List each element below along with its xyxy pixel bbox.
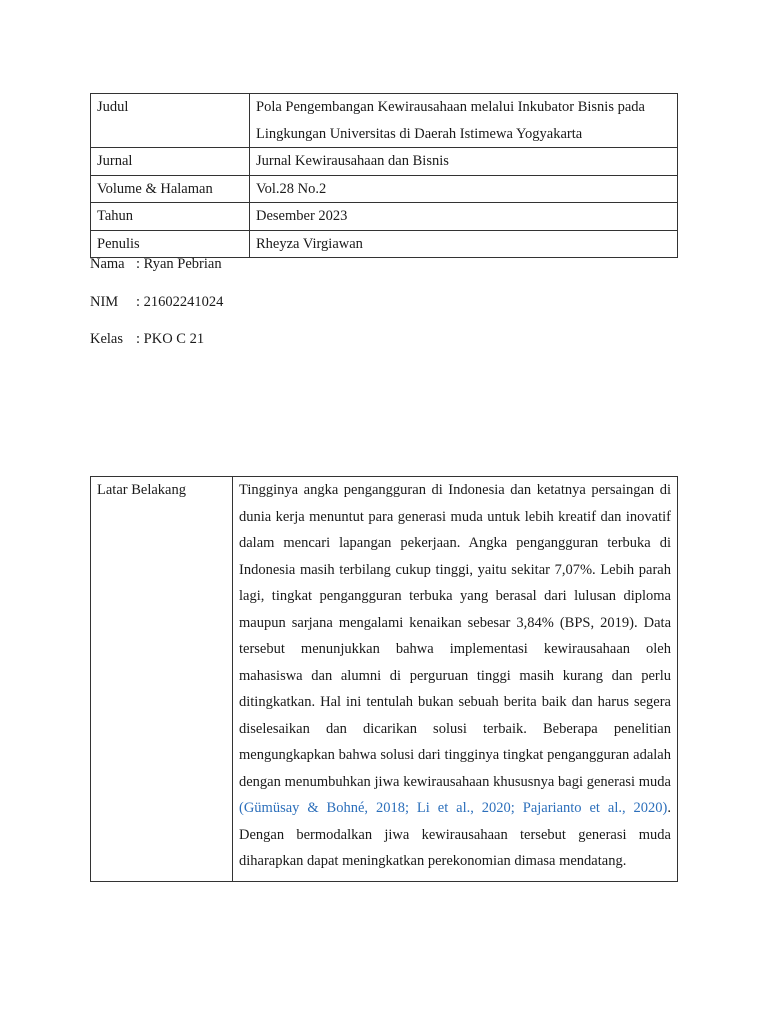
citation-link[interactable]: (Gümüsay & Bohné, 2018; Li et al., 2020; Pajarianto et al., 2020) bbox=[239, 800, 668, 816]
row-value-title: Pola Pengembangan Kewirausahaan melalui Inkubator Bisnis pada Lingkungan Universitas di Daerah Istimewa Yogyakarta bbox=[250, 94, 678, 148]
nim-value: : 21602241024 bbox=[136, 293, 224, 310]
table-row bbox=[91, 148, 678, 176]
nim-label: NIM bbox=[90, 293, 119, 310]
background-text-after: . Dengan bermodalkan jiwa kewirausahaan tersebut generasi muda diharapkan dapat meningkatkan perekonomian dimasa mendatang. bbox=[239, 800, 671, 869]
background-text bbox=[233, 477, 678, 882]
table-row bbox=[91, 477, 678, 882]
name-label: Nama bbox=[90, 256, 125, 272]
row-label-author: Penulis bbox=[91, 230, 250, 258]
row-label-journal: Jurnal bbox=[91, 148, 250, 176]
table-row bbox=[91, 94, 678, 148]
class-value: : PKO C 21 bbox=[136, 331, 205, 347]
student-identity bbox=[90, 252, 223, 365]
row-value-volume: Vol.28 No.2 bbox=[250, 175, 678, 203]
background-table bbox=[90, 476, 678, 882]
row-label-year: Tahun bbox=[91, 203, 250, 231]
row-value-year: Desember 2023 bbox=[250, 203, 678, 231]
student-nim-row bbox=[90, 290, 223, 328]
class-label: Kelas bbox=[90, 331, 124, 347]
name-value: : Ryan Pebrian bbox=[136, 256, 222, 272]
background-text-before: Tingginya angka pengangguran di Indonesia dan ketatnya persaingan di dunia kerja menuntut para generasi muda untuk lebih kreatif dan inovatif dalam mencari lapangan pekerjaan. Angka pengangguran terbuka di Indonesia masih terbilang cukup tinggi, yaitu sekitar 7,07%. Lebih parah lagi, tingkat pengangguran terbuka yang berasal dari lulusan diploma maupun sarjana mengalami kenaikan sebesar 3,84% (BPS, 2019). Data tersebut menunjukkan bahwa implementasi kewirausahaan oleh mahasiswa dan alumni di perguruan tinggi masih kurang dan perlu ditingkatkan. Hal ini tentulah bukan sebuah berita baik dan harus segera diselesaikan dan dicarikan solusi terbaik. Beberapa penelitian mengungkapkan bahwa solusi dari tingginya tingkat pengangguran adalah dengan menumbuhkan jiwa kewirausahaan khususnya bagi generasi muda bbox=[239, 482, 671, 790]
student-name-row bbox=[90, 252, 223, 290]
table-row bbox=[91, 203, 678, 231]
row-value-author: Rheyza Virgiawan bbox=[250, 230, 678, 258]
journal-info-table bbox=[90, 93, 678, 258]
student-class-row bbox=[90, 327, 223, 365]
table-row bbox=[91, 175, 678, 203]
row-label-volume: Volume & Halaman bbox=[91, 175, 250, 203]
row-value-journal: Jurnal Kewirausahaan dan Bisnis bbox=[250, 148, 678, 176]
background-label: Latar Belakang bbox=[91, 477, 233, 882]
row-label-title: Judul bbox=[91, 94, 250, 148]
